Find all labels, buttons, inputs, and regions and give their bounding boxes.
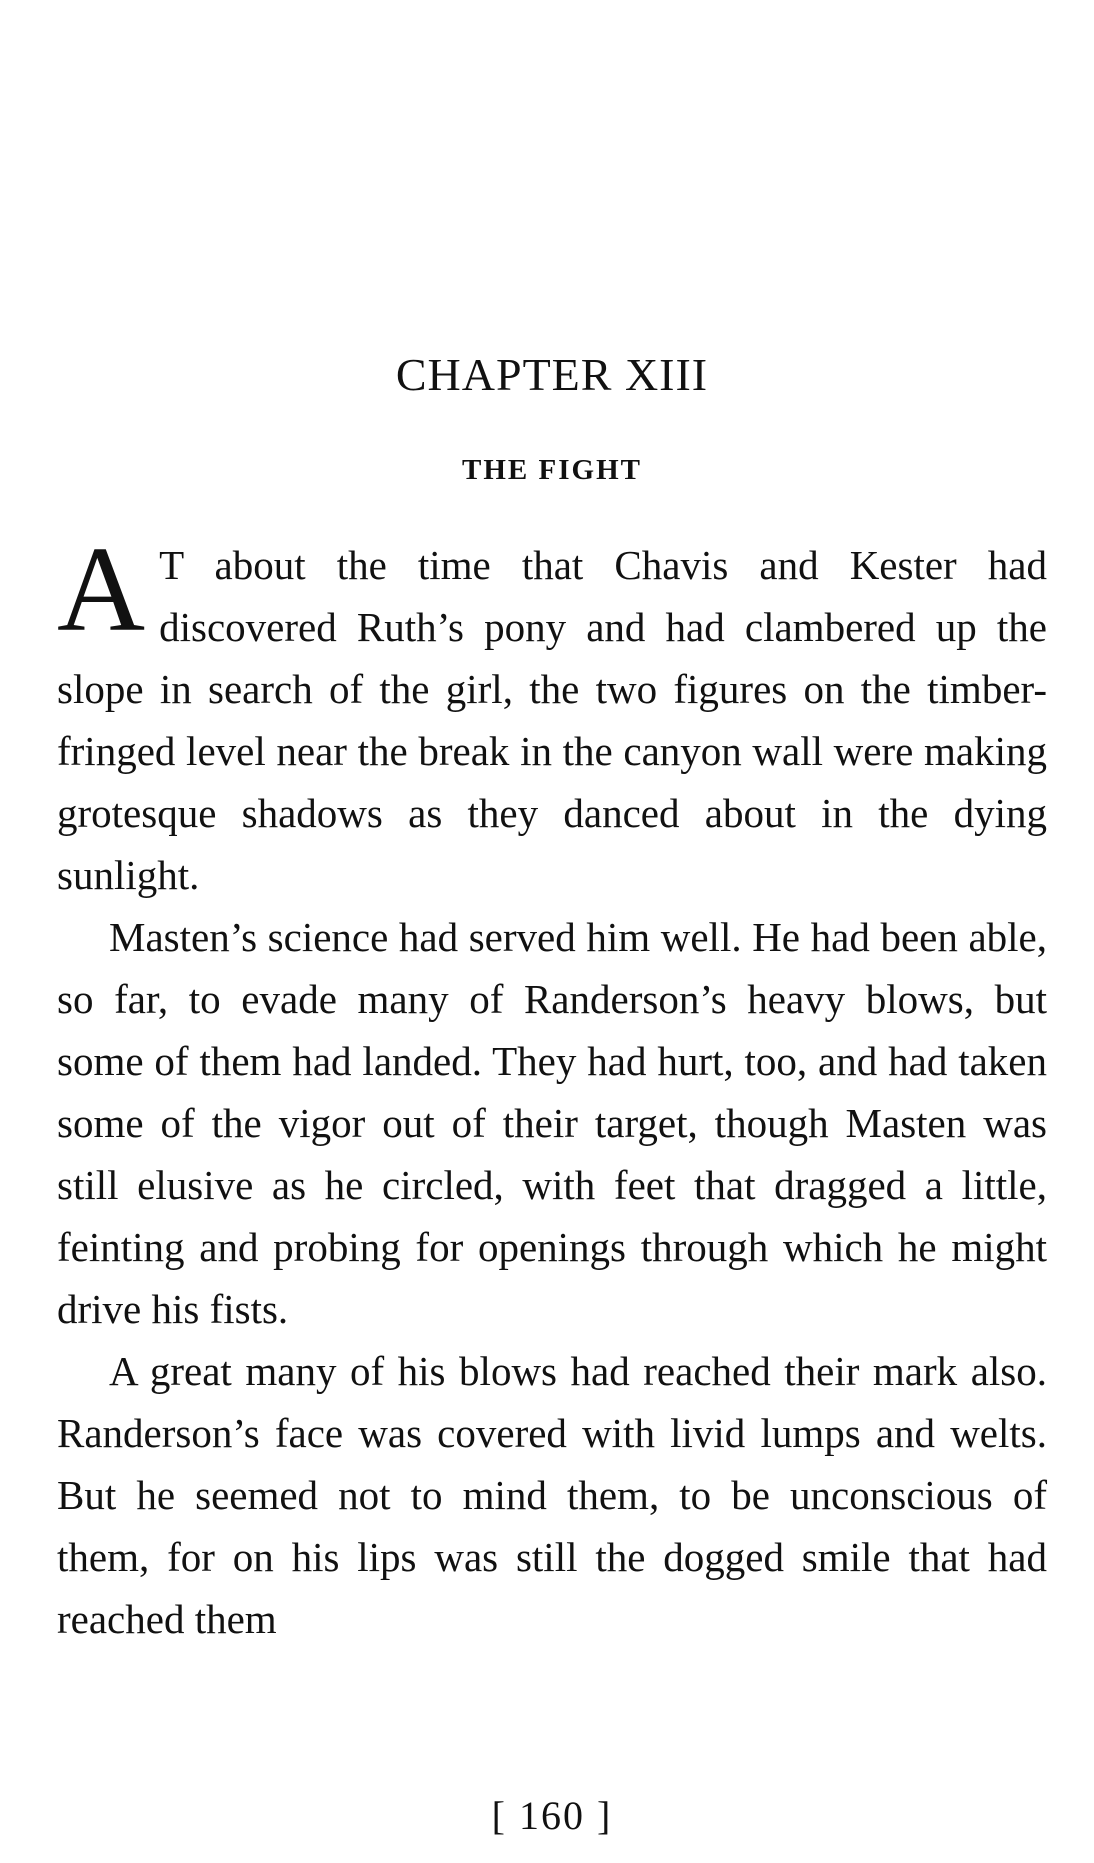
paragraph-3: A great many of his blows had reached their mark also. Randerson’s face was covered with livid lumps and welts. But he seemed not to mind them, to be unconscious of them, for on his lips was still the dogged smile that had reached them <box>57 1348 1047 1642</box>
paragraph-1-text: T about the time that Chavis and Kester had discovered Ruth’s pony and had clambered up the slope in search of the girl, the two figures on the timber-fringed level near the break in the canyon wall were making grotesque shadows as they danced about in the dying sunlight. <box>57 542 1047 898</box>
chapter-number: CHAPTER XIII <box>395 349 709 400</box>
book-page <box>57 0 1047 1863</box>
chapter-body <box>57 522 1047 1650</box>
page-number: [ 160 ] <box>491 1793 613 1838</box>
paragraph-2: Masten’s science had served him well. He had been able, so far, to evade many of Randerson’s heavy blows, but some of them had landed. They had hurt, too, and had taken some of the vigor out of their target, though Masten was still elusive as he circled, with feet that dragged a little, feinting and probing for openings through which he might drive his fists. <box>57 914 1047 1332</box>
paragraph-1 <box>57 522 1047 906</box>
chapter-title: THE FIGHT <box>462 454 642 486</box>
drop-cap: A <box>57 522 146 657</box>
